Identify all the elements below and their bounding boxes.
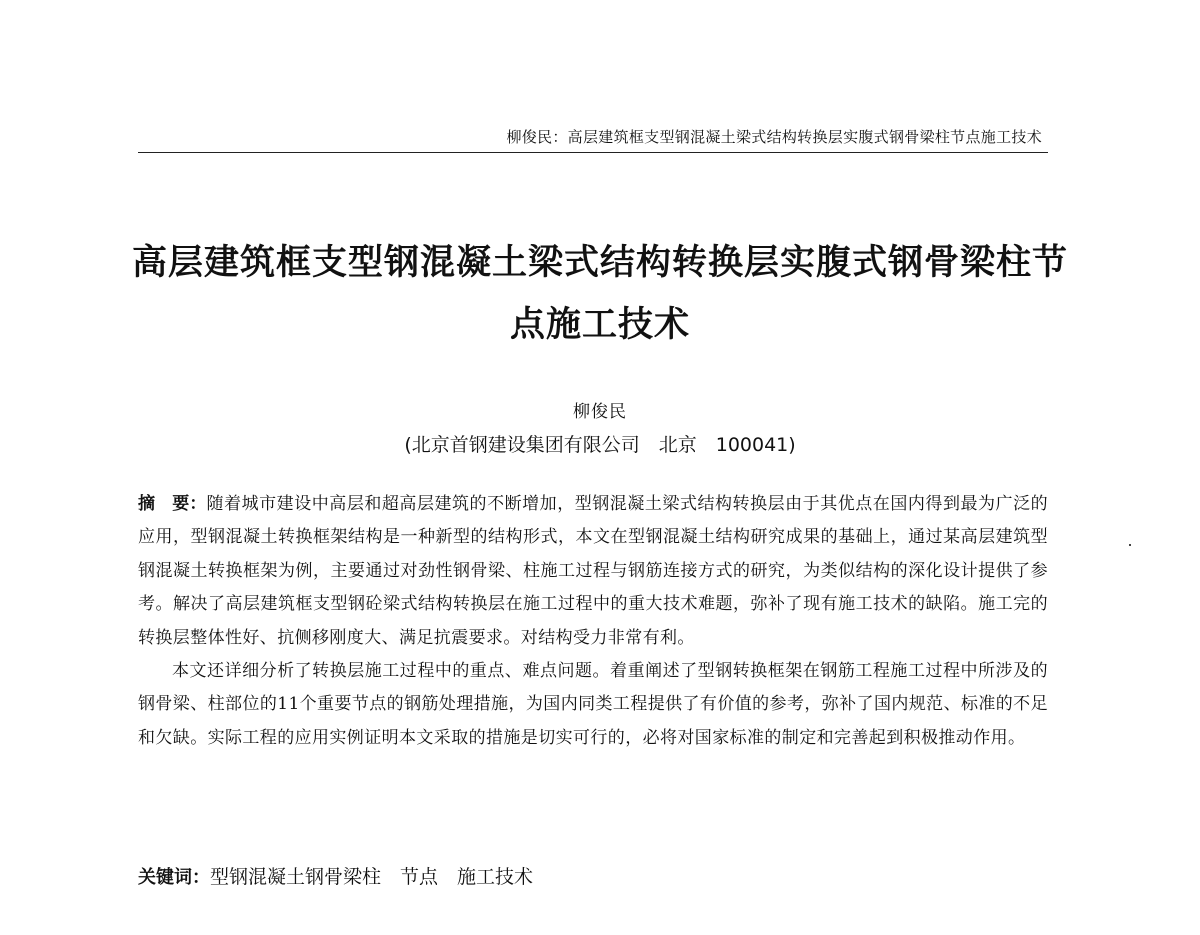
- abstract-paragraph-1: [138, 488, 1048, 655]
- abstract-paragraph-1-text: 随着城市建设中高层和超高层建筑的不断增加，型钢混凝土梁式结构转换层由于其优点在国内得到最为广泛的应用，型钢混凝土转换框架结构是一种新型的结构形式，本文在型钢混凝土结构研究成果的基础上，通过某高层建筑型钢混凝土转换框架为例，主要通过对劲性钢骨梁、柱施工过程与钢筋连接方式的研究，为类似结构的深化设计提供了参考。解决了高层建筑框支型钢砼梁式结构转换层在施工过程中的重大技术难题，弥补了现有施工技术的缺陷。施工完的转换层整体性好、抗侧移刚度大、满足抗震要求。对结构受力非常有利。: [138, 494, 1049, 648]
- keywords: [138, 862, 533, 889]
- running-header: [138, 122, 1048, 156]
- keywords-value: 型钢混凝土钢骨梁柱 节点 施工技术: [210, 866, 534, 888]
- header-rule: [138, 152, 1048, 153]
- title-line-2: 点施工技术: [509, 305, 690, 345]
- author-affiliation: (北京首钢建设集团有限公司 北京 100041): [404, 434, 796, 456]
- paper-title: [100, 232, 1100, 356]
- title-line-1: 高层建筑框支型钢混凝土梁式结构转换层实腹式钢骨梁柱节: [131, 243, 1068, 283]
- keywords-label: 关键词：: [138, 867, 210, 888]
- running-header-text: 柳俊民：高层建筑框支型钢混凝土梁式结构转换层实腹式钢骨梁柱节点施工技术: [506, 128, 1042, 146]
- abstract-label: 摘 要：: [138, 494, 207, 514]
- abstract: [138, 488, 1048, 755]
- abstract-paragraph-2: 本文还详细分析了转换层施工过程中的重点、难点问题。着重阐述了型钢转换框架在钢筋工程施工过程中所涉及的钢骨梁、柱部位的11个重要节点的钢筋处理措施，为国内同类工程提供了有价值的参考，弥补了国内规范、标准的不足和欠缺。实际工程的应用实例证明本文采取的措施是切实可行的，必将对国家标准的制定和完善起到积极推动作用。: [138, 661, 1048, 748]
- scan-speck: [1129, 544, 1131, 546]
- author-name: 柳俊民: [573, 402, 627, 422]
